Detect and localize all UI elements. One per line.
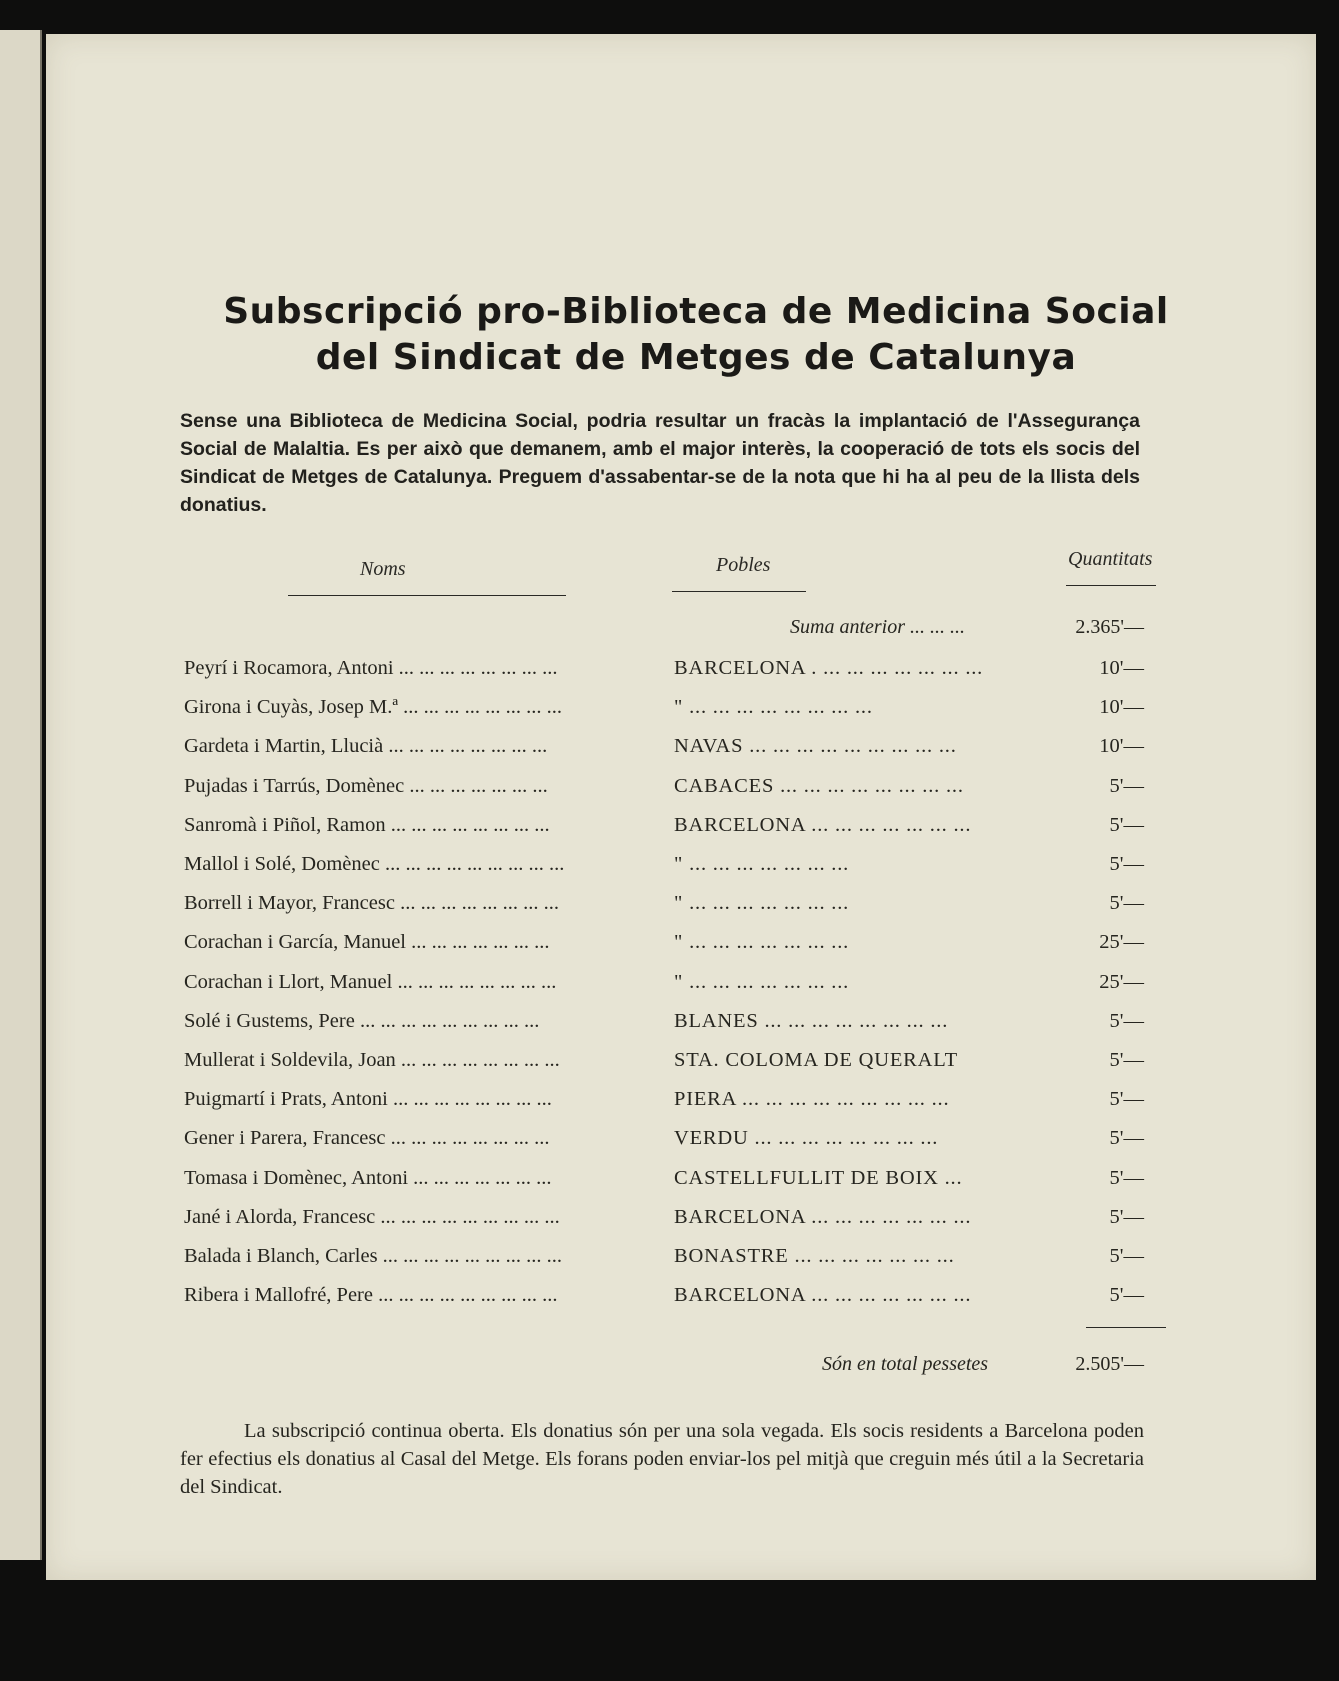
donor-amount: 10'— [1099, 696, 1144, 718]
intro-paragraph: Sense una Biblioteca de Medicina Social, podria resultar un fracàs la implantació de l'Assegurança Social de Malaltia. Es per això que demanem, amb el major interès, la cooperació de tots els socis del Sindicat de Metges de Catalunya. Preguem d'assabentar-se de la nota que hi ha al peu de la llista dels donatius. [180, 410, 1140, 516]
adjacent-page-edge [0, 30, 42, 1560]
total-label: Són en total pessetes [822, 1353, 989, 1375]
previous-sum-value: 2.365'— [1075, 616, 1144, 638]
donor-amount: 5'— [1109, 1245, 1144, 1267]
donor-town: " ... ... ... ... ... ... ... [674, 971, 850, 993]
donor-amount: 5'— [1109, 892, 1144, 914]
header-amounts: Quantitats [1068, 548, 1153, 570]
list-item [46, 853, 1316, 883]
list-item [46, 1167, 1316, 1197]
donor-town: BARCELONA ... ... ... ... ... ... ... [674, 1206, 972, 1228]
donor-name: Solé i Gustems, Pere ... ... ... ... ... ... ... ... ... [184, 1010, 540, 1032]
list-item [46, 735, 1316, 765]
donor-amount: 10'— [1099, 657, 1144, 679]
donor-name: Pujadas i Tarrús, Domènec ... ... ... ... ... ... ... [184, 775, 548, 797]
donor-town: BARCELONA . ... ... ... ... ... ... ... [674, 657, 984, 679]
list-item [46, 1245, 1316, 1275]
sum-rule [1086, 1327, 1166, 1328]
donor-amount: 5'— [1109, 1127, 1144, 1149]
donor-name: Tomasa i Domènec, Antoni ... ... ... ... ... ... ... [184, 1167, 552, 1189]
donor-town: PIERA ... ... ... ... ... ... ... ... ... [674, 1088, 950, 1110]
donor-amount: 5'— [1109, 775, 1144, 797]
total-value: 2.505'— [1075, 1353, 1144, 1375]
donor-town: BARCELONA ... ... ... ... ... ... ... [674, 814, 972, 836]
list-item [46, 1206, 1316, 1236]
donor-town: VERDU ... ... ... ... ... ... ... ... [674, 1127, 939, 1149]
list-item [46, 931, 1316, 961]
list-item [46, 971, 1316, 1001]
donor-name: Corachan i García, Manuel ... ... ... ... ... ... ... [184, 931, 550, 953]
donor-name: Ribera i Mallofré, Pere ... ... ... ... ... ... ... ... ... [184, 1284, 558, 1306]
donor-name: Puigmartí i Prats, Antoni ... ... ... ... ... ... ... ... [184, 1088, 552, 1110]
donor-amount: 5'— [1109, 853, 1144, 875]
list-item [46, 892, 1316, 922]
list-item [46, 1127, 1316, 1157]
header-towns: Pobles [716, 554, 771, 576]
donor-name: Gardeta i Martin, Llucià ... ... ... ... ... ... ... ... [184, 735, 548, 757]
previous-sum-label: Suma anterior ... ... ... [790, 616, 965, 638]
page-title [196, 289, 1196, 381]
donor-town: BONASTRE ... ... ... ... ... ... ... [674, 1245, 955, 1267]
donor-name: Corachan i Llort, Manuel ... ... ... ... ... ... ... ... [184, 971, 557, 993]
donor-name: Mullerat i Soldevila, Joan ... ... ... ... ... ... ... ... [184, 1049, 560, 1071]
header-names-rule [288, 595, 566, 596]
donor-name: Sanromà i Piñol, Ramon ... ... ... ... ... ... ... ... [184, 814, 550, 836]
list-item [46, 814, 1316, 844]
donor-amount: 5'— [1109, 1284, 1144, 1306]
list-item [46, 696, 1316, 726]
header-towns-rule [672, 591, 806, 592]
donor-name: Gener i Parera, Francesc ... ... ... ... ... ... ... ... [184, 1127, 550, 1149]
list-item [46, 657, 1316, 687]
list-item [46, 1088, 1316, 1118]
list-item [46, 775, 1316, 805]
donor-name: Borrell i Mayor, Francesc ... ... ... ... ... ... ... ... [184, 892, 559, 914]
donor-town: BLANES ... ... ... ... ... ... ... ... [674, 1010, 949, 1032]
donor-name: Mallol i Solé, Domènec ... ... ... ... ... ... ... ... ... [184, 853, 565, 875]
footer-note: La subscripció continua oberta. Els donatius són per una sola vegada. Els socis residents a Barcelona poden fer efectius els donatius al Casal del Metge. Els forans poden enviar-los pel mitjà que creguin més útil a la Secretaria del Sindicat. [180, 1420, 1144, 1498]
donor-town: " ... ... ... ... ... ... ... ... [674, 696, 873, 718]
donor-town: NAVAS ... ... ... ... ... ... ... ... ... [674, 735, 957, 757]
donor-amount: 5'— [1109, 1010, 1144, 1032]
donor-amount: 5'— [1109, 1206, 1144, 1228]
list-item [46, 1049, 1316, 1079]
donor-town: CASTELLFULLIT DE BOIX ... [674, 1167, 963, 1189]
title-line-2: del Sindicat de Metges de Catalunya [315, 337, 1077, 378]
donor-amount: 25'— [1099, 971, 1144, 993]
document-page [46, 34, 1316, 1580]
donor-town: " ... ... ... ... ... ... ... [674, 853, 850, 875]
donor-town: " ... ... ... ... ... ... ... [674, 892, 850, 914]
header-amounts-rule [1066, 585, 1156, 586]
donor-amount: 5'— [1109, 1088, 1144, 1110]
header-names: Noms [360, 558, 406, 580]
donor-name: Girona i Cuyàs, Josep M.ª ... ... ... ... ... ... ... ... [184, 696, 563, 718]
donor-amount: 5'— [1109, 1049, 1144, 1071]
donor-name: Balada i Blanch, Carles ... ... ... ... ... ... ... ... ... [184, 1245, 563, 1267]
donor-name: Peyrí i Rocamora, Antoni ... ... ... ... ... ... ... ... [184, 657, 558, 679]
list-item [46, 1284, 1316, 1314]
donor-amount: 5'— [1109, 814, 1144, 836]
donor-amount: 10'— [1099, 735, 1144, 757]
donor-name: Jané i Alorda, Francesc ... ... ... ... ... ... ... ... ... [184, 1206, 560, 1228]
donor-town: BARCELONA ... ... ... ... ... ... ... [674, 1284, 972, 1306]
donor-town: STA. COLOMA DE QUERALT [674, 1049, 958, 1071]
title-line-1: Subscripció pro-Biblioteca de Medicina Social [223, 291, 1169, 332]
donor-amount: 5'— [1109, 1167, 1144, 1189]
donor-town: CABACES ... ... ... ... ... ... ... ... [674, 775, 964, 797]
donor-town: " ... ... ... ... ... ... ... [674, 931, 850, 953]
donor-amount: 25'— [1099, 931, 1144, 953]
list-item [46, 1010, 1316, 1040]
